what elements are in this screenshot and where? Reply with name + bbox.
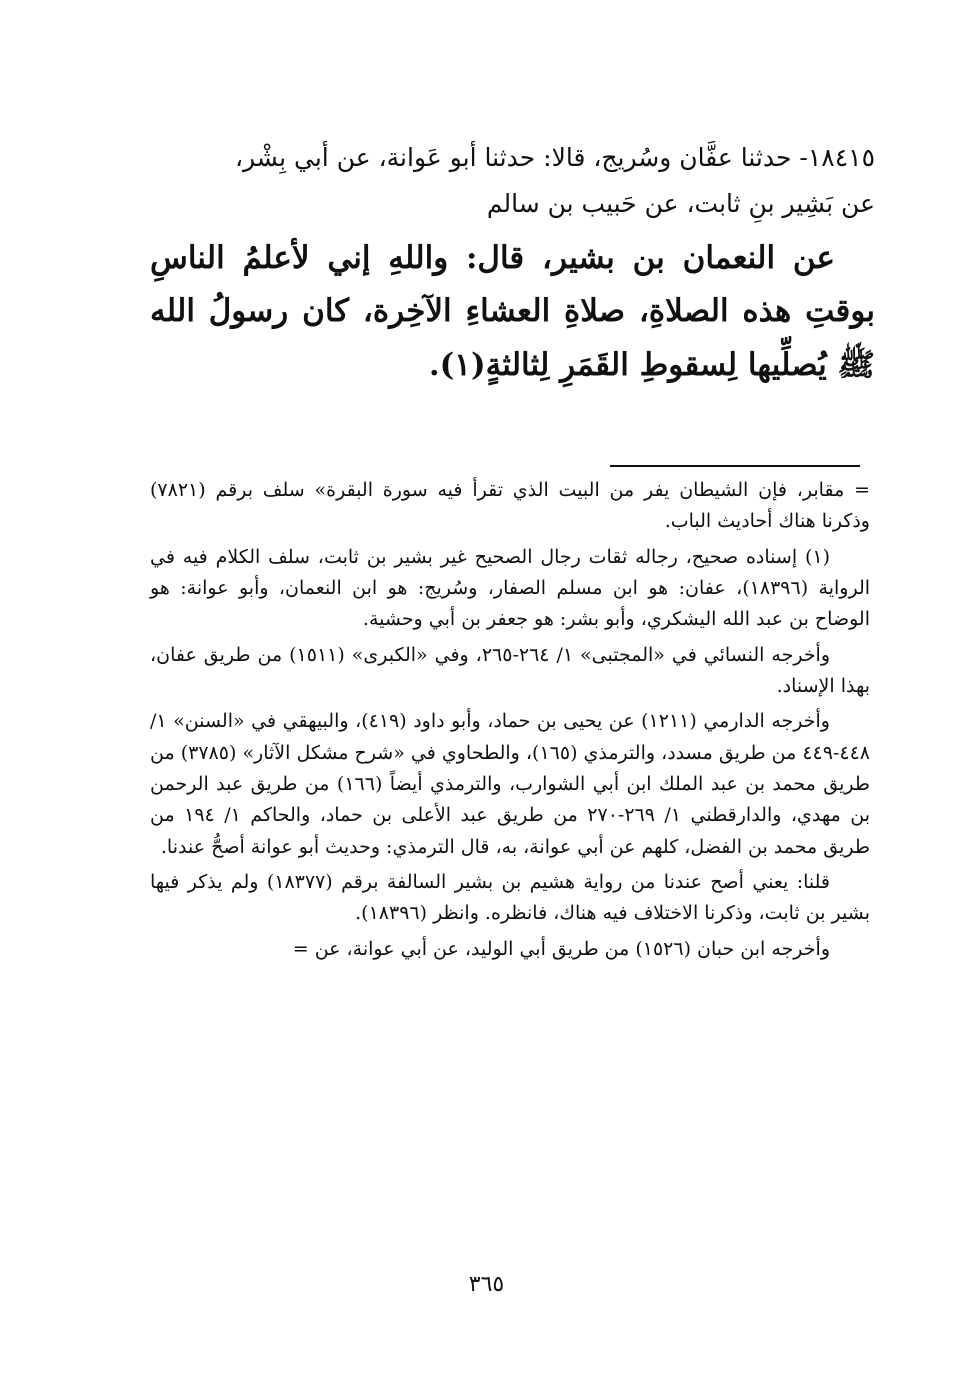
hadith-matn-text: عن النعمان بن بشير، قال: واللهِ إني لأعلمُ الناسِ بوقتِ هذه الصلاةِ، صلاةِ العشاءِ الآخِرة، كان رسولُ الله ﷺ يُصلِّيها لِسقوطِ القَمَرِ لِثالثةٍ(١). [150,240,875,383]
footnote-paragraph: وأخرجه النسائي في «المجتبى» ١/ ٢٦٤-٢٦٥، وفي «الكبرى» (١٥١١) من طريق عفان، بهذا الإسناد. [150,643,870,698]
hadith-block [150,138,875,392]
hadith-matn [150,232,875,392]
footnote-paragraph: قلنا: يعني أصح عندنا من رواية هشيم بن بشير السالفة برقم (١٨٣٧٧) ولم يذكر فيها بشير بن ثابت، وذكرنا الاختلاف فيه هناك، فانظره. وانظر (١٨٣٩٦). [150,871,870,925]
footnote-paragraph: = مقابر، فإن الشيطان يفر من البيت الذي تقرأ فيه سورة البقرة» سلف برقم (٧٨٢١) وذكرنا هناك أحاديث الباب. [150,479,870,533]
page-number: ٣٦٥ [468,1272,505,1297]
footnotes [150,475,870,969]
footnote-paragraph: وأخرجه ابن حبان (١٥٢٦) من طريق أبي الوليد، عن أبي عوانة، عن = [292,937,830,960]
footnote-paragraph: (١) إسناده صحيح، رجاله ثقات رجال الصحيح غير بشير بن ثابت، سلف الكلام فيه في الرواية (١٨٣٩٦)، عفان: هو ابن مسلم الصفار، وسُريج: هو ابن النعمان، وأبو عوانة: هو الوضاح بن عبد الله اليشكري، وأبو بشر: هو جعفر بن أبي وحشية. [150,545,871,631]
footnote-separator [610,465,860,467]
footnote-paragraph: وأخرجه الدارمي (١٢١١) عن يحيى بن حماد، وأبو داود (٤١٩)، والبيهقي في «السنن» ١/ ٤٤٨-٤٤٩ من طريق مسدد، والترمذي (١٦٥)، والطحاوي في «شرح مشكل الآثار» (٣٧٨٥) من طريق محمد بن عبد الملك ابن أبي الشوارب، والترمذي أيضاً (١٦٦) من طريق عبد الرحمن بن مهدي، والدارقطني ١/ ٢٦٩-٢٧٠ من طريق عبد الأعلى بن حماد، والحاكم ١/ ١٩٤ من طريق محمد بن الفضل، كلهم عن أبي عوانة، به، قال الترمذي: وحديث أبو عوانة أصحُّ عندنا. [150,710,871,858]
hadith-isnad-line-1: ١٨٤١٥- حدثنا عفَّان وسُريج، قالا: حدثنا أبو عَوانة، عن أبي بِشْر، [234,143,875,172]
hadith-isnad-line-2: عن بَشِير بنِ ثابت، عن حَبيب بن سالم [486,189,875,218]
